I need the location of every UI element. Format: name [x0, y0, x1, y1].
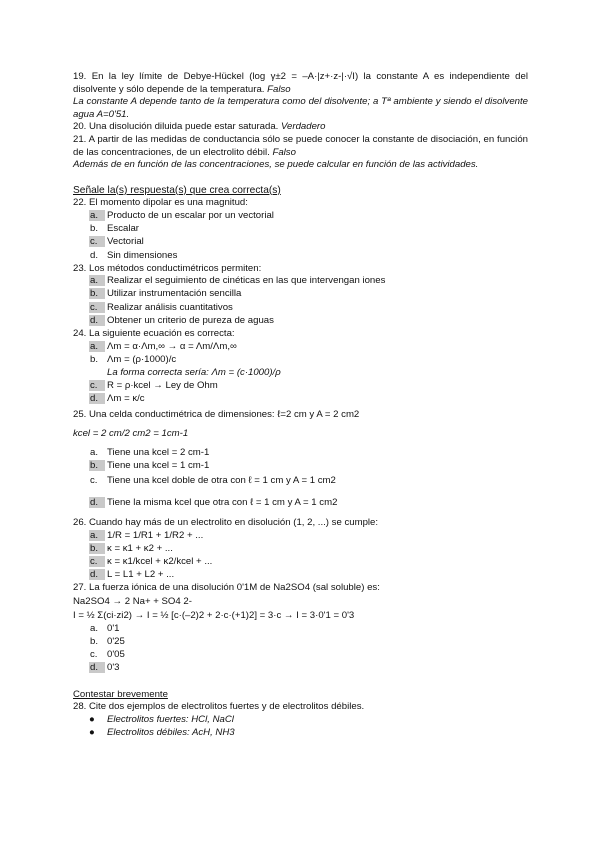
question-19-text: 19. En la ley límite de Debye-Hückel (log γ±2 = –A·|z+·z-|·√I) la constante A es independiente del disolvente y sólo depende de la temperatura.: [73, 71, 528, 95]
question-20-text: 20. Una disolución diluida puede estar saturada.: [73, 121, 279, 133]
question-22: 22. El momento dipolar es una magnitud:: [73, 197, 248, 209]
answer-marker: d.: [89, 393, 105, 404]
answer-marker: a.: [89, 275, 105, 286]
section-heading-multiple-choice: Señale la(s) respuesta(s) que crea correcta(s): [73, 184, 281, 196]
option-text: Realizar el seguimiento de cinéticas en las que intervengan iones: [107, 275, 386, 287]
answer-marker: d.: [89, 497, 105, 508]
option-text: Vectorial: [107, 236, 144, 248]
answer-marker: d.: [89, 569, 105, 580]
option-23a[interactable]: [89, 275, 528, 288]
option-text: Sin dimensiones: [107, 249, 178, 261]
option-text: 0'25: [107, 636, 125, 648]
answer-marker: a.: [89, 210, 105, 221]
option-25a[interactable]: [89, 447, 528, 460]
option-text: κ = κ1 + κ2 + ...: [107, 542, 173, 554]
option-26c[interactable]: [89, 556, 528, 569]
answer-marker: d.: [90, 249, 99, 261]
option-23c[interactable]: [89, 302, 528, 315]
question-21: [73, 134, 528, 159]
option-text: Realizar análisis cuantitativos: [107, 301, 233, 313]
option-22d[interactable]: [89, 250, 528, 263]
question-27-calculation: I = ½ Σ(ci·zi2) → I = ½ [c·(–2)2 + 2·c·(+1)2] = 3·c → I = 3·0'1 = 0'3: [73, 609, 355, 621]
question-28: 28. Cite dos ejemplos de electrolitos fuertes y de electrolitos débiles.: [73, 701, 365, 713]
answer-marker: c.: [90, 649, 98, 661]
section-heading-short-answer: Contestar brevemente: [73, 688, 168, 700]
question-20: [73, 121, 528, 134]
question-19-answer: Falso: [267, 83, 291, 95]
option-27c[interactable]: [89, 649, 528, 662]
option-text: R = ρ·kcel → Ley de Ohm: [107, 379, 218, 391]
option-26d[interactable]: [89, 569, 528, 582]
question-21-explanation: Además de en función de las concentraciones, se puede calcular en función de las actividades.: [73, 159, 479, 171]
question-24: 24. La siguiente ecuación es correcta:: [73, 328, 235, 340]
option-text: Escalar: [107, 223, 139, 235]
answer-marker: d.: [89, 662, 105, 673]
option-22c[interactable]: [89, 236, 528, 249]
option-26a[interactable]: [89, 530, 528, 543]
answer-marker: b.: [89, 288, 105, 299]
bullet-icon: ●: [89, 713, 95, 725]
option-text: Utilizar instrumentación sencilla: [107, 288, 242, 300]
option-text: 0'1: [107, 622, 120, 634]
option-24c[interactable]: [89, 380, 528, 393]
option-25b[interactable]: [89, 460, 528, 473]
answer-marker: b.: [90, 223, 99, 235]
option-23d[interactable]: [89, 315, 528, 328]
option-text: Λm = κ/c: [107, 392, 145, 404]
option-24d[interactable]: [89, 393, 528, 406]
question-27: 27. La fuerza iónica de una disolución 0'1M de Na2SO4 (sal soluble) es:: [73, 582, 380, 594]
option-text: Λm = (ρ·1000)/c: [107, 353, 177, 365]
question-21-text: 21. A partir de las medidas de conductancia sólo se puede conocer la constante de disociación, en función de las concentraciones, de un electrolito débil.: [73, 133, 528, 158]
option-text: Tiene la misma kcel que otra con ℓ = 1 cm y A = 1 cm2: [107, 496, 338, 508]
question-25: 25. Una celda conductimétrica de dimensiones: ℓ=2 cm y A = 2 cm2: [73, 408, 360, 420]
answer-marker: a.: [90, 446, 99, 458]
option-text: 1/R = 1/R1 + 1/R2 + ...: [107, 529, 204, 541]
option-text: Tiene una kcel doble de otra con ℓ = 1 cm y A = 1 cm2: [107, 474, 336, 486]
option-text: Tiene una kcel = 1 cm-1: [107, 459, 210, 471]
option-25d[interactable]: [89, 495, 528, 511]
option-23b[interactable]: [89, 288, 528, 301]
document-page: [73, 71, 528, 740]
option-text: 0'05: [107, 649, 125, 661]
question-19-explanation: La constante A depende tanto de la temperatura como del disolvente; a Tª ambiente y siendo el disolvente agua A=0'51.: [73, 96, 528, 120]
option-text: Tiene una kcel = 2 cm-1: [107, 446, 210, 458]
question-26: 26. Cuando hay más de un electrolito en disolución (1, 2, ...) se cumple:: [73, 516, 379, 528]
option-26b[interactable]: [89, 543, 528, 556]
answer-marker: a.: [89, 341, 105, 352]
question-25-formula: kcel = 2 cm/2 cm2 = 1cm-1: [73, 427, 189, 439]
list-item-text: Electrolitos fuertes: HCl, NaCl: [107, 713, 234, 725]
question-20-answer: Verdadero: [281, 121, 326, 133]
answer-marker: c.: [89, 556, 105, 567]
question-23: 23. Los métodos conductimétricos permiten:: [73, 262, 262, 274]
answer-marker: c.: [89, 236, 105, 247]
answer-marker: c.: [89, 380, 105, 391]
option-24b[interactable]: [89, 354, 528, 367]
question-27-reaction: Na2SO4 → 2 Na+ + SO4 2-: [73, 595, 192, 607]
answer-marker: d.: [89, 315, 105, 326]
option-27a[interactable]: [89, 623, 528, 636]
option-text: Obtener un criterio de pureza de aguas: [107, 314, 274, 326]
option-22a[interactable]: [89, 210, 528, 223]
option-27b[interactable]: [89, 636, 528, 649]
list-item-text: Electrolitos débiles: AcH, NH3: [107, 727, 235, 738]
option-24a[interactable]: [89, 341, 528, 354]
option-22b[interactable]: [89, 223, 528, 236]
option-27d[interactable]: [89, 662, 528, 675]
list-item: [73, 714, 528, 727]
answer-marker: b.: [89, 460, 105, 471]
answer-marker: c.: [89, 302, 105, 313]
question-21-answer: Falso: [272, 146, 296, 158]
list-item: [73, 727, 528, 740]
answer-marker: a.: [89, 530, 105, 541]
answer-marker: c.: [90, 475, 98, 487]
bullet-icon: ●: [89, 727, 95, 738]
option-text: κ = κ1/kcel + κ2/kcel + ...: [107, 555, 213, 567]
option-text: 0'3: [107, 662, 120, 674]
option-24b-note: La forma correcta sería: Λm = (c·1000)/ρ: [107, 367, 281, 378]
option-text: Λm = α·Λm,∞ → α = Λm/Λm,∞: [107, 340, 237, 352]
option-25c[interactable]: [89, 473, 528, 489]
option-text: Producto de un escalar por un vectorial: [107, 209, 274, 221]
answer-marker: b.: [90, 636, 99, 648]
answer-marker: b.: [90, 353, 99, 365]
answer-marker: a.: [90, 622, 99, 634]
question-19: [73, 71, 528, 96]
answer-marker: b.: [89, 543, 105, 554]
option-text: L = L1 + L2 + ...: [107, 569, 175, 581]
